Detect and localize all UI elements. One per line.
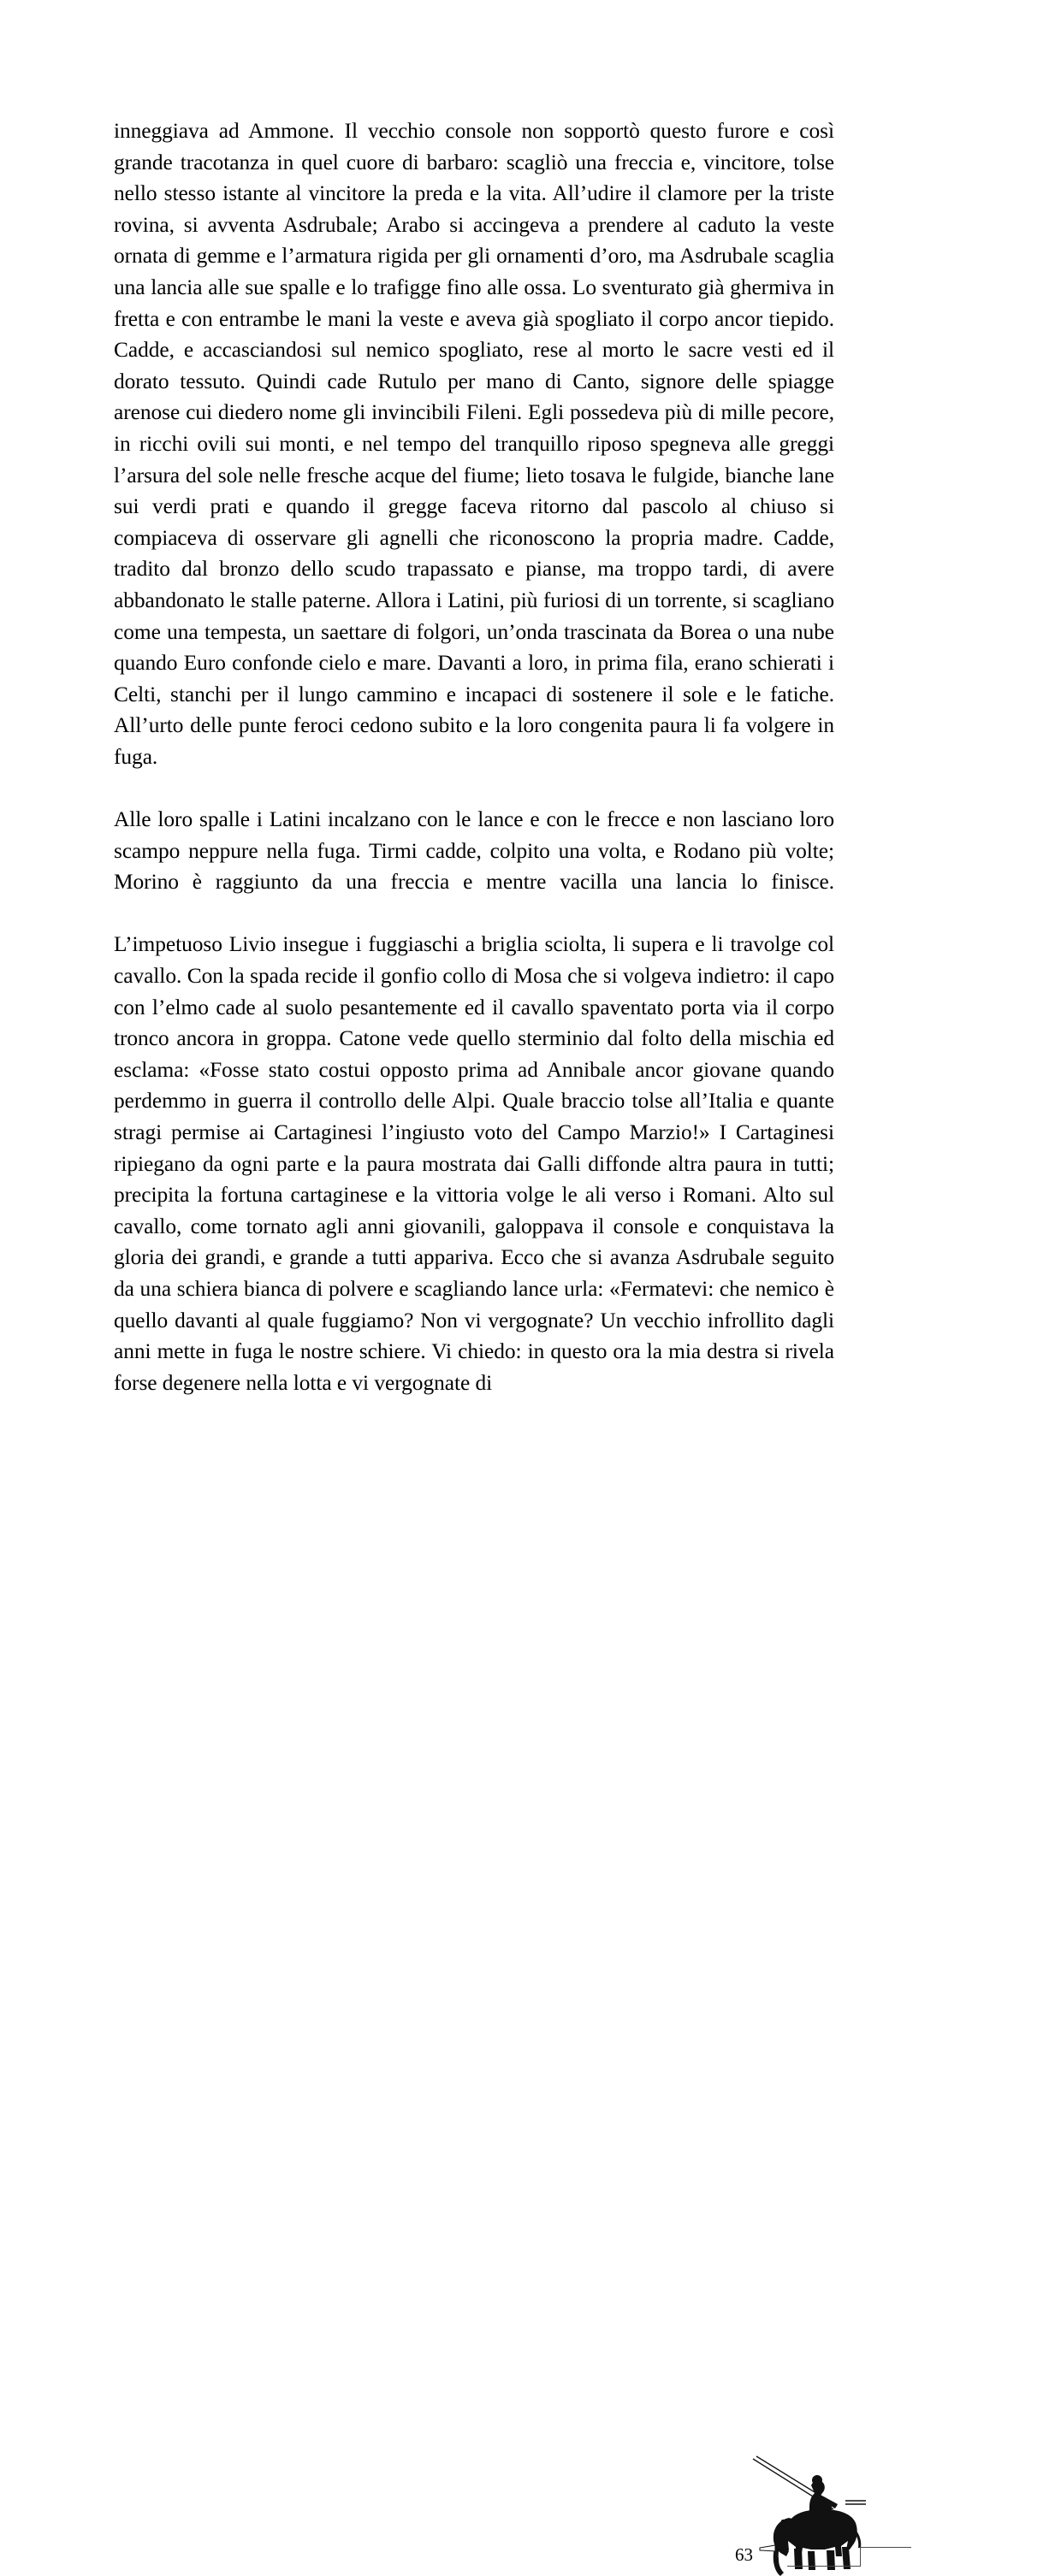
- body-paragraph-2: Alle loro spalle i Latini incalzano con le lance e con le frecce e non lasciano loro scampo neppure nella fuga. Tirmi cadde, colpito una volta, e Rodano più volte; Morino è raggiunto da una freccia e mentre vacilla una lancia lo finisce.: [114, 807, 834, 895]
- page-number: 63: [735, 2544, 753, 2565]
- page-footer: [0, 1266, 1061, 2565]
- war-elephant-with-rider-icon: [738, 2456, 866, 2576]
- body-paragraph-3: L’impetuoso Livio insegue i fuggiaschi a briglia sciolta, li supera e li travolge col cavallo. Con la spada recide il gonfio collo di Mosa che si volgeva indietro: il capo con l’elmo cade al suolo pesantemente ed il cavallo spaventato porta via il corpo tronco ancora in groppa. Catone vede quello sterminio dal folto della mischia ed esclama: «Fosse stato costui opposto prima ad Annibale ancor giovane quando perdemmo in guerra il controllo delle Alpi. Quale braccio tolse all’Italia e quante stragi permise ai Cartaginesi l’ingiusto voto del Campo Marzio!» I Cartaginesi ripiegano da ogni parte e la paura mostrata dai Galli diffonde altra paura in tutti; precipita la fortuna cartaginese e la vittoria volge le ali verso i Romani. Alto sul cavallo, come tornato agli anni giovanili, galoppava il console e conquistava la gloria dei grandi, e grande a tutti appariva. Ecco che si avanza Asdrubale seguito da una schiera bianca di polvere e scagliando lance urla: «Fermatevi: che nemico è quello davanti al quale fuggiamo? Non vi vergognate? Un vecchio infrollito dagli anni mette in fuga le nostre schiere. Vi chiedo: in questo ora la mia destra si rivela forse degenere nella lotta e vi vergognate di: [114, 932, 834, 1395]
- body-paragraph-1: inneggiava ad Ammone. Il vecchio console non sopportò questo furore e così grande tracotanza in quel cuore di barbaro: scagliò una freccia e, vincitore, tolse nello stesso istante al vincitore la preda e la vita. All’udire il clamore per la triste rovina, si avventa Asdrubale; Arabo si accingeva a prendere al caduto la veste ornata di gemme e l’armatura rigida per gli ornamenti d’oro, ma Asdrubale scaglia una lancia alle sue spalle e lo trafigge fino alle ossa. Lo sventurato già ghermiva in fretta e con entrambe le mani la veste e aveva già spogliato il corpo ancor tiepido. Cadde, e accasciandosi sul nemico spogliato, rese al morto le sacre vesti ed il dorato tessuto. Quindi cade Rutulo per mano di Canto, signore delle spiagge arenose cui diedero nome gli invincibili Fileni. Egli possedeva più di mille pecore, in ricchi ovili sui monti, e nel tempo del tranquillo riposo spegneva alle greggi l’arsura del sole nelle fresche acque del fiume; lieto tosava le fulgide, bianche lane sui verdi prati e quando il gregge faceva ritorno dal pascolo al chiuso si compiaceva di osservare gli agnelli che riconoscono la propria madre. Cadde, tradito dal bronzo dello scudo trapassato e pianse, ma troppo tardi, di avere abbandonato le stalle paterne. Allora i Latini, più furiosi di un torrente, si scagliano come una tempesta, un saettare di folgori, un’onda trascinata da Borea o una nube quando Euro confonde cielo e mare. Davanti a loro, in prima fila, erano schierati i Celti, stanchi per il lungo cammino e incapaci di sostenere il sole e le fatiche. All’urto delle punte feroci cedono subito e la loro congenita paura li fa volgere in fuga.: [114, 119, 834, 769]
- body-text-column: [114, 115, 834, 1398]
- footer-rule-upper: [860, 2547, 911, 2548]
- footer-rule-riser: [860, 2547, 861, 2567]
- footer-rule: [787, 2566, 861, 2567]
